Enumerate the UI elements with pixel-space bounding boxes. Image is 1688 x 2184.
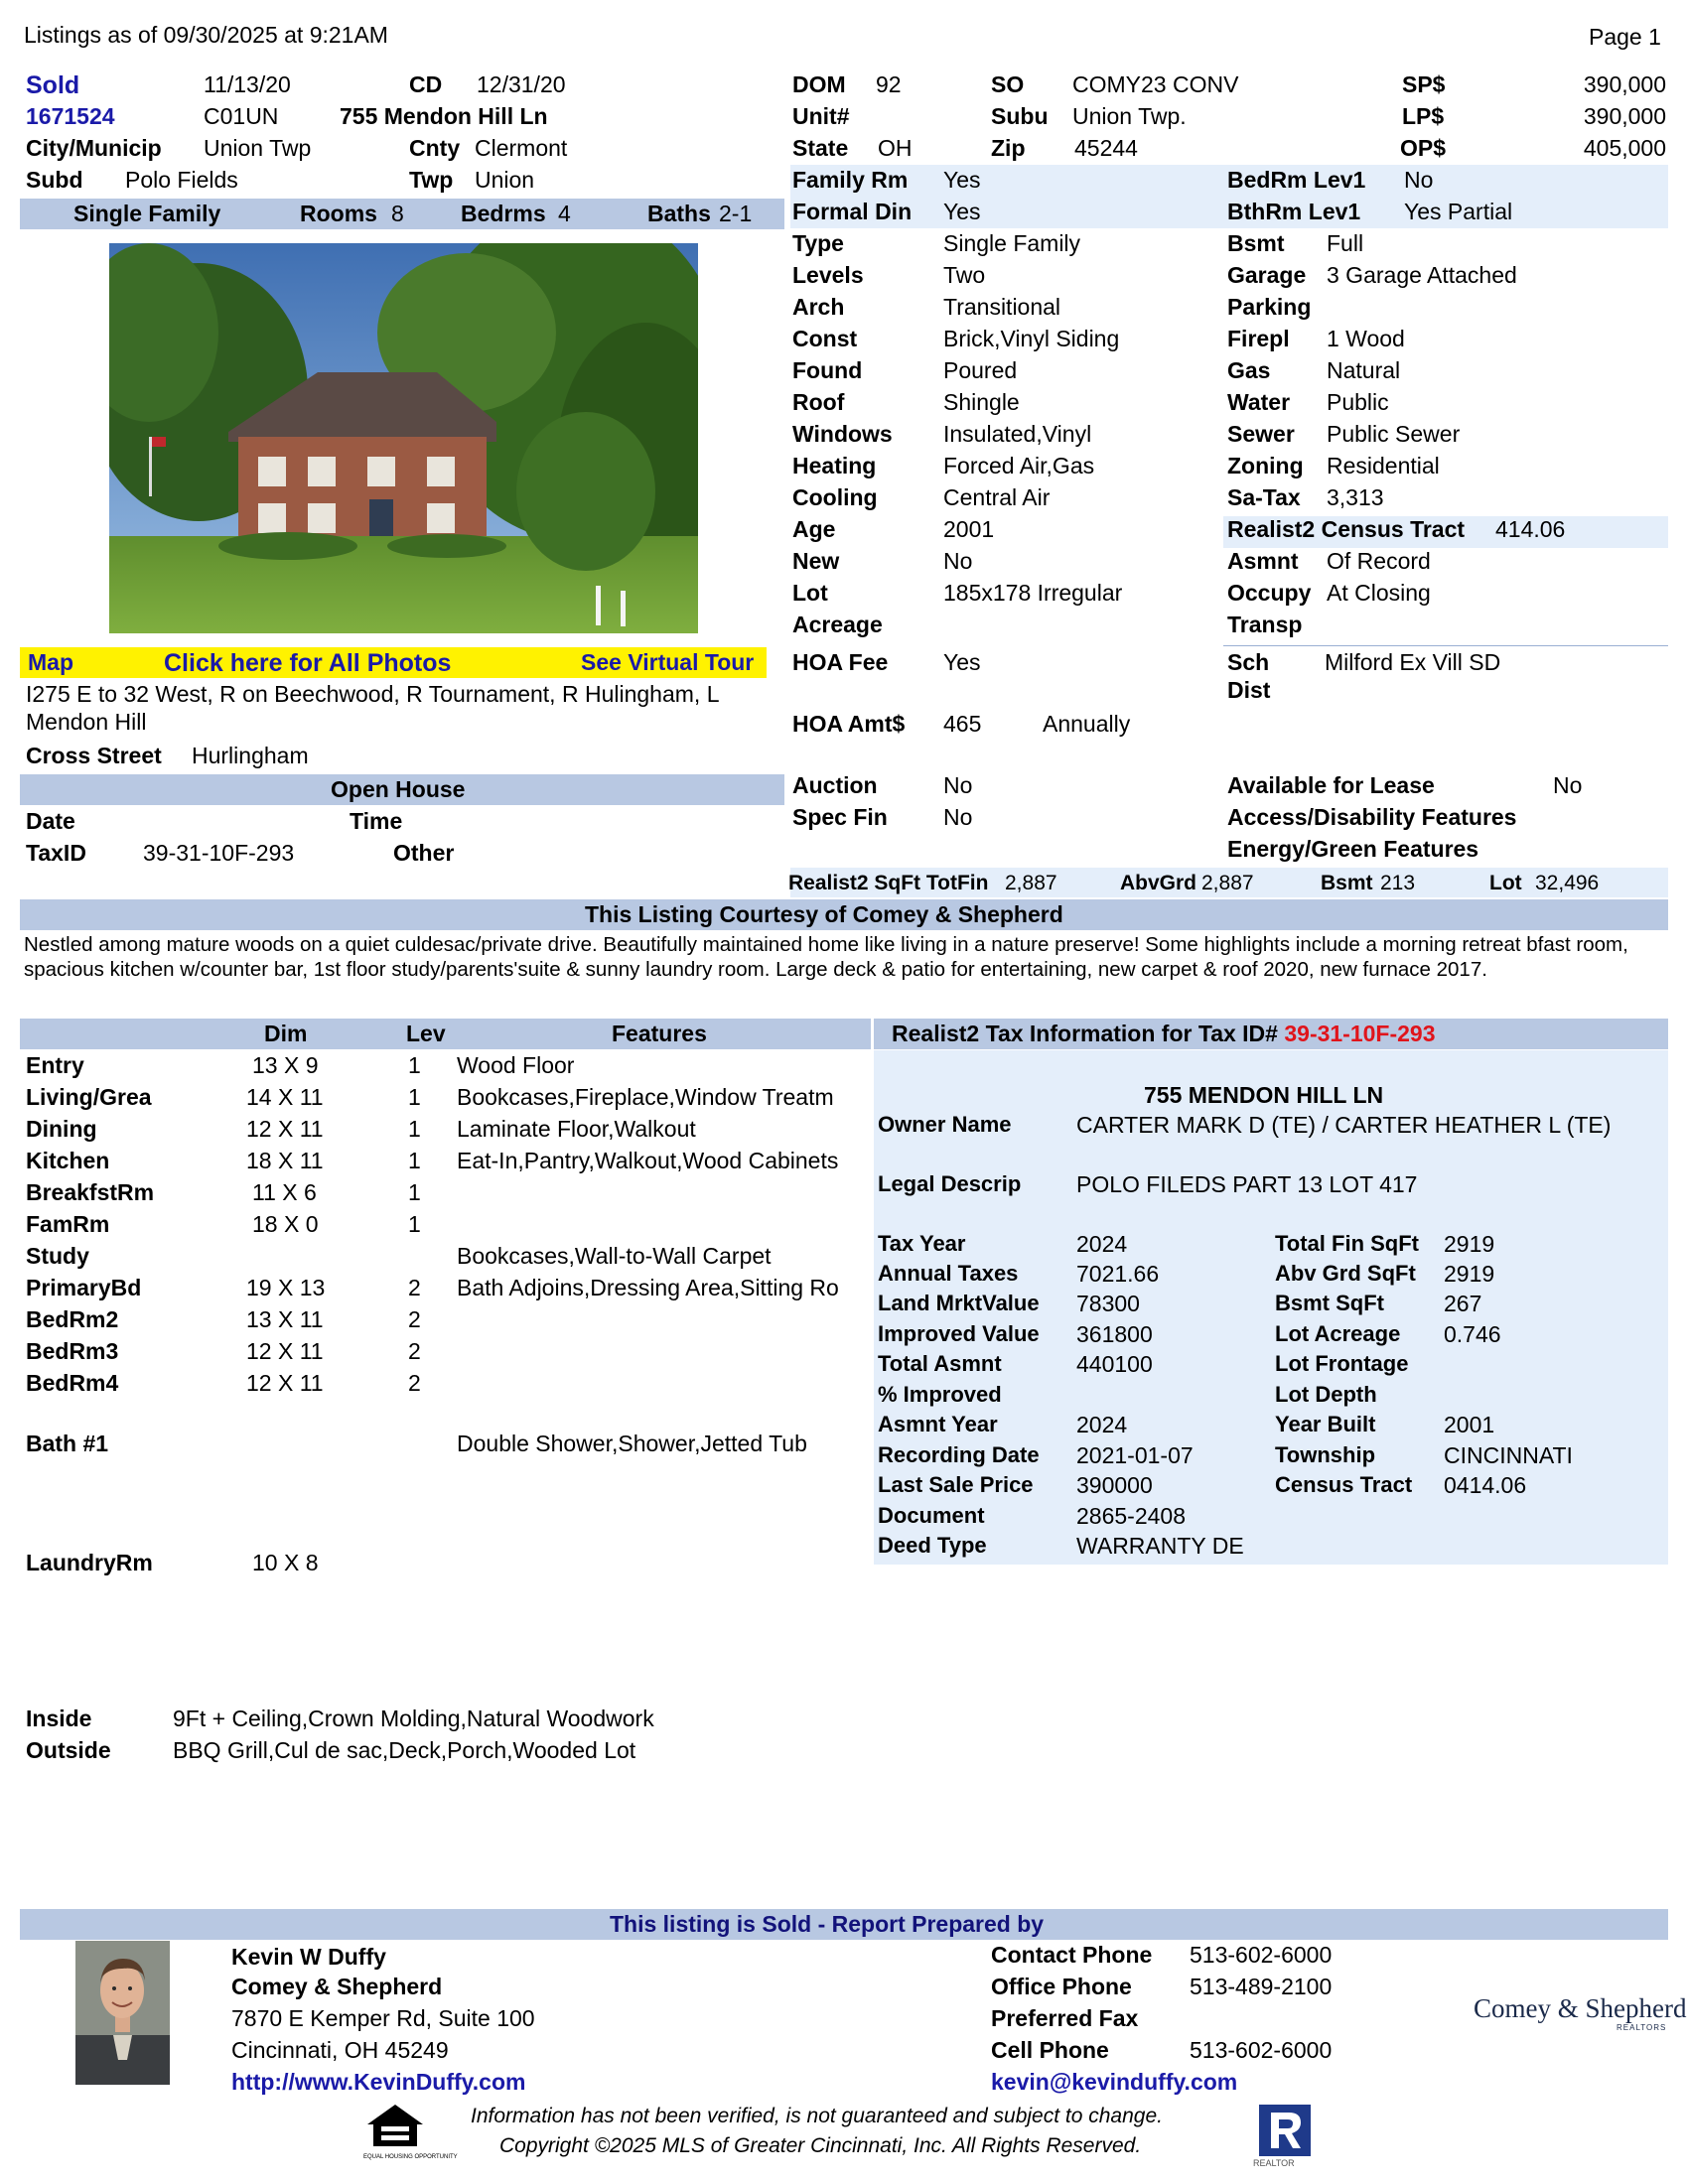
tax-address: 755 MENDON HILL LN — [1144, 1082, 1384, 1108]
subu-label: Subu — [991, 103, 1049, 129]
county-label: Cnty — [409, 135, 461, 161]
features-divider — [1223, 645, 1668, 646]
room-name: BreakfstRm — [26, 1179, 155, 1205]
tax-label: Improved Value — [878, 1321, 1040, 1346]
sqft-lot-value: 32,496 — [1535, 872, 1600, 894]
office-phone-value: 513-489-2100 — [1190, 1974, 1333, 1999]
tax-label: Document — [878, 1503, 985, 1528]
equal-housing-text: EQUAL HOUSING OPPORTUNITY — [363, 2154, 458, 2160]
tax-label: Total Fin SqFt — [1275, 1231, 1420, 1256]
room-lev: 1 — [408, 1211, 421, 1237]
tax-label: % Improved — [878, 1382, 1002, 1407]
feature-label: Type — [792, 230, 844, 256]
contact-phone-value: 513-602-6000 — [1190, 1942, 1333, 1968]
tax-label: Lot Acreage — [1275, 1321, 1401, 1346]
room-name: BedRm4 — [26, 1370, 119, 1396]
room-name: BedRm3 — [26, 1338, 119, 1364]
zip-label: Zip — [991, 135, 1026, 161]
feature-value: Single Family — [943, 230, 1081, 256]
room-lev: 1 — [408, 1084, 421, 1110]
subdivision-label: Subd — [26, 167, 83, 193]
room-features: Wood Floor — [457, 1052, 575, 1078]
feature-label: Garage — [1227, 262, 1307, 288]
summary-bedrms-value: 4 — [558, 201, 571, 226]
room-lev: 2 — [408, 1306, 421, 1332]
other-label: Other — [393, 840, 455, 866]
feature-value: 1 Wood — [1327, 326, 1405, 351]
room-lev: 1 — [408, 1052, 421, 1078]
sqft-bsmt-value: 213 — [1380, 872, 1416, 894]
city-label: City/Municip — [26, 135, 162, 161]
map-link[interactable]: Map — [28, 649, 73, 675]
tax-label: Bsmt SqFt — [1275, 1291, 1384, 1315]
feature-label: BthRm Lev1 — [1227, 199, 1361, 224]
township-value: Union — [475, 167, 535, 193]
owner-value: CARTER MARK D (TE) / CARTER HEATHER L (TE) — [1076, 1112, 1612, 1138]
bath1-name: Bath #1 — [26, 1431, 109, 1456]
hoa-amount-label: HOA Amt$ — [792, 711, 906, 737]
feature-label: Windows — [792, 421, 893, 447]
summary-rooms-value: 8 — [391, 201, 404, 226]
feature-value: 3 Garage Attached — [1327, 262, 1517, 288]
feature-value: Brick,Vinyl Siding — [943, 326, 1120, 351]
rooms-header-features: Features — [612, 1021, 707, 1046]
feature-value: Poured — [943, 357, 1018, 383]
preferred-fax-label: Preferred Fax — [991, 2005, 1139, 2031]
tax-label: Year Built — [1275, 1412, 1376, 1436]
zip-value: 45244 — [1074, 135, 1138, 161]
cd-label: CD — [409, 71, 443, 97]
township-label: Twp — [409, 167, 454, 193]
feature-value: Shingle — [943, 389, 1020, 415]
room-features: Laminate Floor,Walkout — [457, 1116, 696, 1142]
lease-label: Available for Lease — [1227, 772, 1435, 798]
feature-label: Transp — [1227, 612, 1303, 637]
tax-value: 2919 — [1444, 1231, 1495, 1257]
county-value: Clermont — [475, 135, 568, 161]
room-lev: 2 — [408, 1338, 421, 1364]
tax-label: Lot Frontage — [1275, 1351, 1409, 1376]
feature-label: Acreage — [792, 612, 883, 637]
room-dim: 18 X 11 — [246, 1148, 324, 1173]
room-name: Kitchen — [26, 1148, 110, 1173]
room-features: Bookcases,Wall-to-Wall Carpet — [457, 1243, 772, 1269]
tax-value: 2001 — [1444, 1412, 1495, 1437]
feature-value: Yes Partial — [1404, 199, 1513, 224]
inside-value: 9Ft + Ceiling,Crown Molding,Natural Woodwork — [173, 1706, 654, 1731]
room-lev: 2 — [408, 1275, 421, 1300]
feature-label: Family Rm — [792, 167, 909, 193]
room-dim: 13 X 9 — [252, 1052, 319, 1078]
tax-value: 390000 — [1076, 1472, 1153, 1498]
realtor-text: REALTOR — [1253, 2158, 1295, 2168]
lp-value: 390,000 — [1583, 103, 1666, 129]
room-lev: 2 — [408, 1370, 421, 1396]
cd-value: 12/31/20 — [477, 71, 566, 97]
copyright-text: Copyright ©2025 MLS of Greater Cincinnati, Inc. All Rights Reserved. — [499, 2134, 1142, 2157]
agent-address-line1: 7870 E Kemper Rd, Suite 100 — [231, 2005, 535, 2031]
hoa-amount-value: 465 — [943, 711, 982, 737]
taxid-label: TaxID — [26, 840, 86, 866]
sold-date: 11/13/20 — [204, 71, 291, 97]
list-code: C01UN — [204, 103, 279, 129]
feature-value: Public — [1327, 389, 1389, 415]
feature-label: Zoning — [1227, 453, 1304, 478]
state-label: State — [792, 135, 849, 161]
feature-value: No — [1404, 167, 1434, 193]
auction-value: No — [943, 772, 973, 798]
mls-number[interactable]: 1671524 — [26, 103, 115, 129]
feature-label: Sewer — [1227, 421, 1295, 447]
feature-label: Realist2 Census Tract — [1227, 516, 1466, 542]
tax-header-title — [892, 1021, 1436, 1046]
open-house-title: Open House — [331, 776, 466, 802]
sp-label: SP$ — [1402, 71, 1446, 97]
room-lev: 1 — [408, 1179, 421, 1205]
feature-label: Lot — [792, 580, 828, 606]
room-features: Bookcases,Fireplace,Window Treatm — [457, 1084, 834, 1110]
cell-phone-value: 513-602-6000 — [1190, 2037, 1333, 2063]
tax-label: Recording Date — [878, 1442, 1040, 1467]
house-photo-image — [109, 243, 698, 633]
room-dim: 12 X 11 — [246, 1338, 324, 1364]
op-label: OP$ — [1400, 135, 1447, 161]
tax-value: 2919 — [1444, 1261, 1495, 1287]
tax-header-label: Realist2 Tax Information for Tax ID# — [892, 1021, 1278, 1046]
room-name: Study — [26, 1243, 89, 1269]
tax-header-id: 39-31-10F-293 — [1284, 1021, 1436, 1046]
feature-label: Levels — [792, 262, 864, 288]
cell-phone-label: Cell Phone — [991, 2037, 1109, 2063]
feature-label: Bsmt — [1227, 230, 1285, 256]
dom-value: 92 — [876, 71, 902, 97]
sqft-totfin-value: 2,887 — [1005, 872, 1057, 894]
property-address: 755 Mendon Hill Ln — [340, 103, 548, 129]
unit-label: Unit# — [792, 103, 850, 129]
tax-value: CINCINNATI — [1444, 1442, 1573, 1468]
agent-website-link[interactable]: http://www.KevinDuffy.com — [231, 2069, 526, 2095]
agent-portrait-image — [75, 1941, 170, 2085]
agent-email-link[interactable]: kevin@kevinduffy.com — [991, 2069, 1238, 2095]
feature-label: Occupy — [1227, 580, 1312, 606]
rooms-header-dim: Dim — [264, 1021, 308, 1046]
tax-value: 0.746 — [1444, 1321, 1501, 1347]
sqft-totfin-label: Realist2 SqFt TotFin — [788, 872, 989, 894]
room-features: Bath Adjoins,Dressing Area,Sitting Ro — [457, 1275, 839, 1300]
op-value: 405,000 — [1583, 135, 1666, 161]
tax-label: Asmnt Year — [878, 1412, 998, 1436]
realtor-icon — [1259, 2105, 1311, 2156]
feature-label: Const — [792, 326, 858, 351]
feature-value: Yes — [943, 199, 981, 224]
feature-value: Central Air — [943, 484, 1051, 510]
virtual-tour-link[interactable]: See Virtual Tour — [581, 649, 755, 675]
spec-fin-value: No — [943, 804, 973, 830]
room-dim: 12 X 11 — [246, 1116, 324, 1142]
cross-street-label: Cross Street — [26, 743, 162, 768]
room-dim: 11 X 6 — [252, 1179, 317, 1205]
feature-value: 3,313 — [1327, 484, 1384, 510]
sqft-abvgrd-value: 2,887 — [1201, 872, 1254, 894]
feature-value: 414.06 — [1495, 516, 1566, 542]
room-name: Dining — [26, 1116, 97, 1142]
summary-rooms-label: Rooms — [300, 201, 377, 226]
feature-label: Firepl — [1227, 326, 1290, 351]
hoa-amount-period: Annually — [1043, 711, 1131, 737]
feature-label: Water — [1227, 389, 1291, 415]
room-name: FamRm — [26, 1211, 110, 1237]
property-photo[interactable] — [109, 243, 698, 633]
tax-value: 440100 — [1076, 1351, 1153, 1377]
agent-company: Comey & Shepherd — [231, 1974, 443, 1999]
feature-value: No — [943, 548, 973, 574]
school-district-label-2: Dist — [1227, 677, 1271, 703]
tax-value: 2024 — [1076, 1231, 1128, 1257]
feature-label: Parking — [1227, 294, 1312, 320]
summary-type: Single Family — [73, 201, 221, 226]
contact-phone-label: Contact Phone — [991, 1942, 1153, 1968]
tax-value: 2024 — [1076, 1412, 1128, 1437]
feature-value: Residential — [1327, 453, 1440, 478]
feature-label: Asmnt — [1227, 548, 1299, 574]
hoa-fee-label: HOA Fee — [792, 649, 889, 675]
cross-street-value: Hurlingham — [192, 743, 309, 768]
feature-label: Formal Din — [792, 199, 913, 224]
tax-value: 267 — [1444, 1291, 1482, 1316]
open-house-time-label: Time — [350, 808, 403, 834]
subu-value: Union Twp. — [1072, 103, 1187, 129]
lease-value: No — [1553, 772, 1583, 798]
spec-fin-label: Spec Fin — [792, 804, 888, 830]
tax-value: 361800 — [1076, 1321, 1153, 1347]
feature-label: Found — [792, 357, 863, 383]
room-lev: 1 — [408, 1148, 421, 1173]
energy-label: Energy/Green Features — [1227, 836, 1479, 862]
agent-banner: This listing is Sold - Report Prepared by — [610, 1911, 1045, 1937]
feature-label: Heating — [792, 453, 877, 478]
room-dim: 14 X 11 — [246, 1084, 324, 1110]
tax-value: 2021-01-07 — [1076, 1442, 1194, 1468]
tax-label: Land MrktValue — [878, 1291, 1040, 1315]
room-name: Entry — [26, 1052, 84, 1078]
summary-baths-value: 2-1 — [719, 201, 753, 226]
inside-label: Inside — [26, 1706, 92, 1731]
feature-label: BedRm Lev1 — [1227, 167, 1366, 193]
sqft-lot-label: Lot — [1489, 872, 1522, 894]
tax-value: WARRANTY DE — [1076, 1533, 1244, 1559]
feature-value: Yes — [943, 167, 981, 193]
agent-photo — [75, 1941, 170, 2085]
feature-value: At Closing — [1327, 580, 1431, 606]
feature-value: Insulated,Vinyl — [943, 421, 1092, 447]
rooms-header-lev: Lev — [406, 1021, 446, 1046]
outside-value: BBQ Grill,Cul de sac,Deck,Porch,Wooded Lot — [173, 1737, 636, 1763]
feature-label: Age — [792, 516, 836, 542]
hoa-fee-value: Yes — [943, 649, 981, 675]
feature-label: Roof — [792, 389, 845, 415]
room-features: Eat-In,Pantry,Walkout,Wood Cabinets — [457, 1148, 839, 1173]
dom-label: DOM — [792, 71, 846, 97]
auction-label: Auction — [792, 772, 878, 798]
laundry-name: LaundryRm — [26, 1550, 153, 1575]
disclaimer-text: Information has not been verified, is not guaranteed and subject to change. — [471, 2105, 1163, 2127]
sp-value: 390,000 — [1583, 71, 1666, 97]
bath1-features: Double Shower,Shower,Jetted Tub — [457, 1431, 807, 1456]
tax-label: Census Tract — [1275, 1472, 1413, 1497]
room-name: Living/Grea — [26, 1084, 152, 1110]
feature-value: Natural — [1327, 357, 1401, 383]
office-phone-label: Office Phone — [991, 1974, 1132, 1999]
feature-value: 185x178 Irregular — [943, 580, 1123, 606]
tax-label: Tax Year — [878, 1231, 966, 1256]
summary-bedrms-label: Bedrms — [461, 201, 546, 226]
owner-label: Owner Name — [878, 1112, 1012, 1137]
feature-label: New — [792, 548, 840, 574]
sqft-abvgrd-label: AbvGrd — [1120, 872, 1197, 894]
feature-value: Public Sewer — [1327, 421, 1461, 447]
agent-name: Kevin W Duffy — [231, 1944, 386, 1970]
feature-value: 2001 — [943, 516, 995, 542]
taxid-value: 39-31-10F-293 — [143, 840, 295, 866]
subdivision-value: Polo Fields — [125, 167, 238, 193]
status-label: Sold — [26, 71, 80, 99]
tax-value: 78300 — [1076, 1291, 1140, 1316]
open-house-date-label: Date — [26, 808, 75, 834]
feature-value: Forced Air,Gas — [943, 453, 1095, 478]
so-value: COMY23 CONV — [1072, 71, 1239, 97]
tax-value: 0414.06 — [1444, 1472, 1527, 1498]
tax-label: Total Asmnt — [878, 1351, 1002, 1376]
sqft-bsmt-label: Bsmt — [1321, 872, 1373, 894]
courtesy-text: This Listing Courtesy of Comey & Shepherd — [585, 901, 1063, 927]
all-photos-link[interactable]: Click here for All Photos — [164, 649, 452, 677]
feature-value: Two — [943, 262, 986, 288]
feature-label: Arch — [792, 294, 845, 320]
state-value: OH — [878, 135, 913, 161]
room-dim: 19 X 13 — [246, 1275, 326, 1300]
access-label: Access/Disability Features — [1227, 804, 1517, 830]
lp-label: LP$ — [1402, 103, 1445, 129]
feature-label: Sa-Tax — [1227, 484, 1301, 510]
school-district-label: Sch — [1227, 649, 1270, 675]
room-dim: 12 X 11 — [246, 1370, 324, 1396]
tax-label: Township — [1275, 1442, 1376, 1467]
tax-label: Lot Depth — [1275, 1382, 1377, 1407]
feature-value: Of Record — [1327, 548, 1431, 574]
room-name: BedRm2 — [26, 1306, 119, 1332]
feature-value: Transitional — [943, 294, 1061, 320]
feature-label: Cooling — [792, 484, 878, 510]
legal-label: Legal Descrip — [878, 1171, 1022, 1196]
tax-label: Abv Grd SqFt — [1275, 1261, 1416, 1286]
tax-value: 7021.66 — [1076, 1261, 1160, 1287]
feature-value: Full — [1327, 230, 1364, 256]
room-dim: 13 X 11 — [246, 1306, 324, 1332]
brokerage-logo: Comey & Shepherd — [1474, 1993, 1687, 2023]
legal-value: POLO FILEDS PART 13 LOT 417 — [1076, 1171, 1418, 1197]
outside-label: Outside — [26, 1737, 111, 1763]
tax-value: 2865-2408 — [1076, 1503, 1186, 1529]
tax-label: Deed Type — [878, 1533, 987, 1558]
agent-address-line2: Cincinnati, OH 45249 — [231, 2037, 449, 2063]
so-label: SO — [991, 71, 1025, 97]
remarks-text: Nestled among mature woods on a quiet culdesac/private drive. Beautifully maintained home like living in a nature preserve! Some highlights include a morning retreat bfast room, spacious kitchen w/counter bar, 1st floor study/parents'suite & sunny laundry room. Large deck & patio for entertaining, new carpet & roof 2020, new furnace 2017. — [24, 933, 1628, 981]
laundry-dim: 10 X 8 — [252, 1550, 319, 1575]
room-name: PrimaryBd — [26, 1275, 142, 1300]
tax-label: Last Sale Price — [878, 1472, 1034, 1497]
room-dim: 18 X 0 — [252, 1211, 319, 1237]
room-lev: 1 — [408, 1116, 421, 1142]
feature-label: Gas — [1227, 357, 1271, 383]
listing-timestamp: Listings as of 09/30/2025 at 9:21AM — [24, 22, 388, 48]
page-number: Page 1 — [1589, 24, 1661, 50]
brokerage-logo-sub: REALTORS — [1617, 2023, 1667, 2032]
city-value: Union Twp — [204, 135, 312, 161]
school-district-value: Milford Ex Vill SD — [1325, 649, 1501, 675]
tax-label: Annual Taxes — [878, 1261, 1019, 1286]
directions-text: I275 E to 32 West, R on Beechwood, R Tournament, R Hulingham, L Mendon Hill — [26, 681, 719, 735]
summary-baths-label: Baths — [647, 201, 711, 226]
